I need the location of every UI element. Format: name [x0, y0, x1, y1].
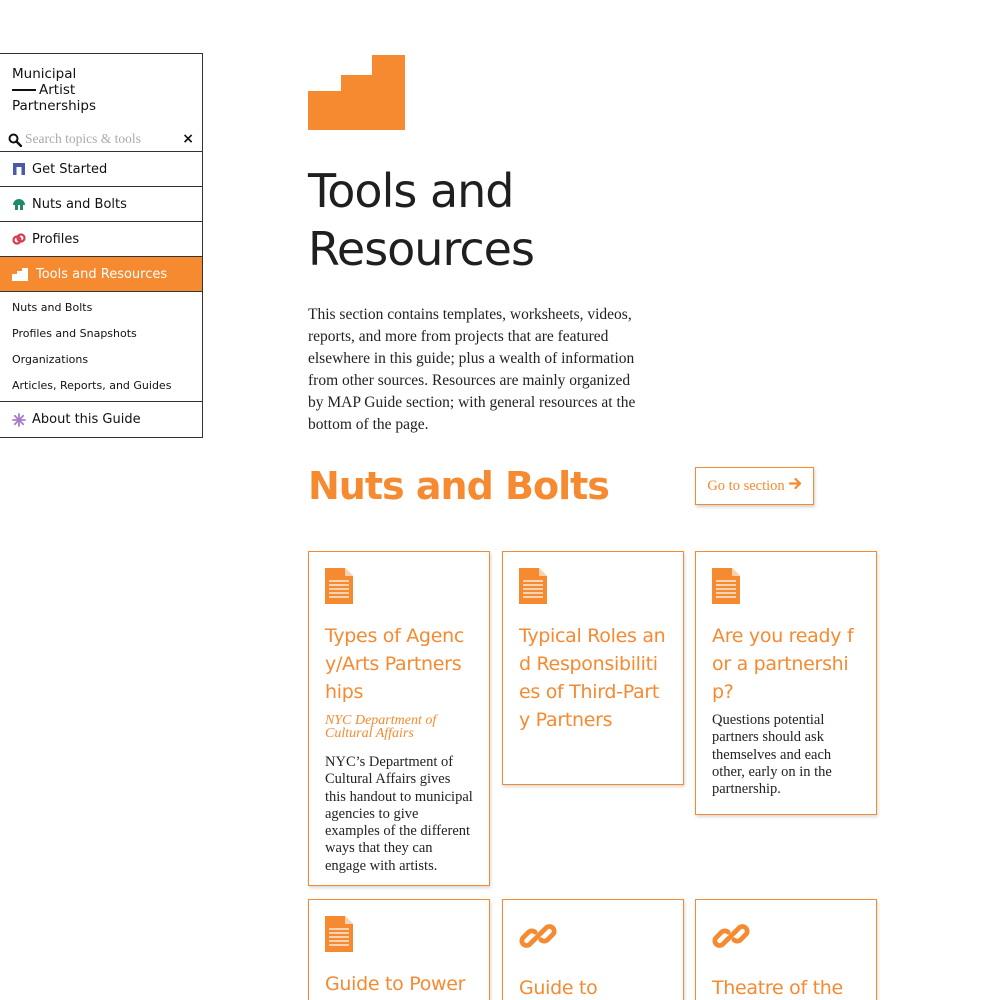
- card-title: Guide to Power: [325, 973, 466, 995]
- nav-item-about[interactable]: [0, 402, 202, 437]
- card-description: Questions potential partners should ask themselves and each other, early on in the partnership.: [712, 712, 832, 798]
- resource-card[interactable]: [308, 899, 490, 1000]
- logo-line-2-row: [12, 82, 190, 98]
- nav-item-profiles[interactable]: [0, 222, 202, 257]
- document-icon: [325, 568, 353, 604]
- link-icon: [712, 916, 750, 956]
- sub-nav-item-organizations[interactable]: Organizations: [12, 353, 89, 366]
- nav-item-label: Nuts and Bolts: [32, 196, 127, 212]
- search-bar: [0, 126, 202, 152]
- resource-card[interactable]: [502, 899, 684, 1000]
- card-title: Types of Agency/Arts Partnerships: [325, 625, 464, 703]
- arrow-right-icon: [789, 477, 802, 495]
- asterisk-icon: [12, 413, 26, 427]
- card-organization: NYC Department of Cultural Affairs: [325, 713, 437, 741]
- card-title: Typical Roles and Responsibilities of Third-Party Partners: [519, 625, 666, 731]
- logo-line-3: Partnerships: [12, 98, 97, 114]
- sub-nav-item-nuts-and-bolts[interactable]: Nuts and Bolts: [12, 301, 93, 314]
- arch-icon: [12, 162, 26, 176]
- section-heading: Nuts and Bolts: [308, 464, 609, 508]
- stairs-icon: [308, 55, 406, 135]
- page-title: [308, 162, 648, 278]
- site-logo[interactable]: [0, 54, 202, 114]
- resource-card[interactable]: [308, 551, 490, 886]
- card-title: Are you ready for a partnership?: [712, 625, 854, 703]
- logo-line-1: Municipal: [12, 66, 77, 82]
- nav-item-label: Profiles: [32, 231, 80, 247]
- card-title: Theatre of the: [712, 977, 843, 999]
- resource-card[interactable]: [695, 551, 877, 815]
- nav-item-tools-and-resources[interactable]: [0, 257, 202, 292]
- intro-text: This section contains templates, worksheets, videos, reports, and more from projects that are featured elsewhere in this guide; plus a wealth of information from other sources. Resources are mainly organized by MAP Guide section; with general resources at the bottom of the page.: [308, 306, 636, 433]
- card-title: Guide to: [519, 977, 598, 999]
- dome-icon: [12, 197, 26, 211]
- card-description: NYC’s Department of Cultural Affairs gives this handout to municipal agencies to give examples of the different ways that they can engage with artists.: [325, 754, 473, 874]
- sub-nav-item-articles[interactable]: Articles, Reports, and Guides: [12, 379, 172, 392]
- nav-item-label: Get Started: [32, 161, 108, 177]
- stairs-icon: [12, 267, 30, 281]
- go-to-section-button[interactable]: [695, 467, 814, 505]
- nav-item-label: Tools and Resources: [36, 266, 168, 282]
- sidebar: [0, 53, 203, 438]
- nav-item-label: About this Guide: [32, 412, 141, 427]
- page-title-line-2: Resources: [308, 222, 534, 276]
- resource-card[interactable]: [695, 899, 877, 1000]
- nav-item-get-started[interactable]: [0, 152, 202, 187]
- logo-line-2: Artist: [39, 82, 76, 98]
- nav-item-nuts-and-bolts[interactable]: [0, 187, 202, 222]
- link-chain-icon: [12, 232, 26, 246]
- document-icon: [325, 916, 353, 952]
- page-title-line-1: Tools and: [308, 164, 514, 218]
- link-icon: [519, 916, 557, 956]
- sub-nav: [0, 292, 202, 402]
- logo-dash: [12, 89, 36, 91]
- go-to-section-label: Go to section: [707, 477, 785, 494]
- search-input[interactable]: [25, 131, 175, 147]
- document-icon: [712, 568, 740, 604]
- resource-card[interactable]: [502, 551, 684, 785]
- search-icon: [8, 132, 22, 146]
- document-icon: [519, 568, 547, 604]
- clear-search-icon[interactable]: ×: [182, 130, 194, 147]
- sub-nav-item-profiles-and-snapshots[interactable]: Profiles and Snapshots: [12, 327, 137, 340]
